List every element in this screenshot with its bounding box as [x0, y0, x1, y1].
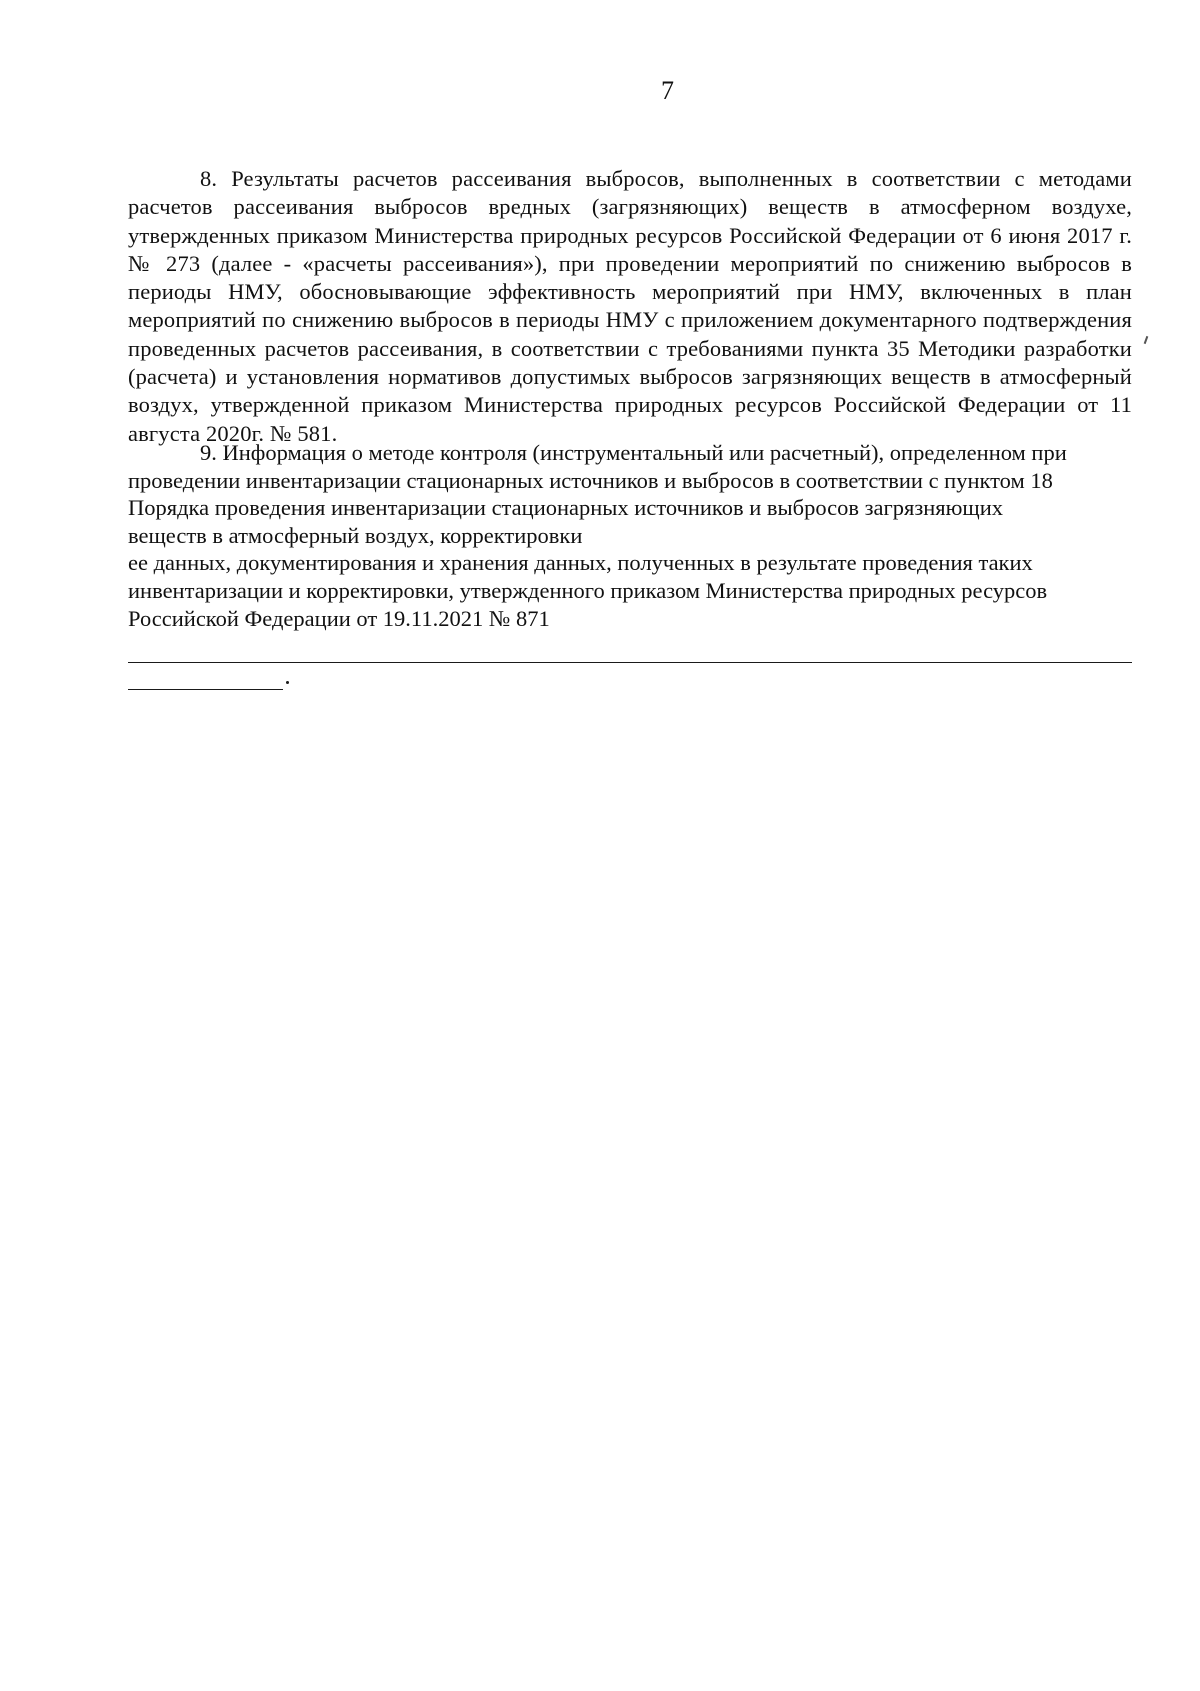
short-horizontal-rule [128, 689, 283, 690]
paragraph-9 [128, 439, 1138, 632]
paragraph-9-line: проведении инвентаризации стационарных источников и выбросов в соответствии с пунктом 18 [128, 467, 1053, 493]
horizontal-rule [128, 662, 1132, 663]
paragraph-9-line: Порядка проведения инвентаризации стационарных источников и выбросов загрязняющих [128, 495, 1004, 521]
paragraph-9-line: инвентаризации и корректировки, утвержденного приказом Министерства природных ресурсов [128, 577, 1048, 603]
rule-end-dot [286, 681, 289, 684]
paragraph-8: 8. Результаты расчетов рассеивания выбросов, выполненных в соответствии с методами расчетов рассеивания выбросов вредных (загрязняющих) веществ в атмосферном воздухе, утвержденных приказом Министерства природных ресурсов Российской Федерации от 6 июня 2017 г. № 273 (далее - «расчеты рассеивания»), при проведении мероприятий по снижению выбросов в периоды НМУ, обосновывающие эффективность мероприятий при НМУ, включенных в план мероприятий по снижению выбросов в периоды НМУ с приложением документарного подтверждения проведенных расчетов рассеивания, в соответствии с требованиями пункта 35 Методики разработки (расчета) и установления нормативов допустимых выбросов загрязняющих веществ в атмосферный воздух, утвержденной приказом Министерства природных ресурсов Российской Федерации от 11 августа 2020г. № 581. [128, 166, 1132, 446]
scan-mark [1144, 336, 1149, 344]
paragraph-9-line: веществ в атмосферный воздух, корректировки [128, 522, 583, 548]
page-number: 7 [661, 76, 674, 105]
paragraph-9-line: 9. Информация о методе контроля (инструментальный или расчетный), определенном при [200, 440, 1067, 465]
paragraph-9-line: ее данных, документирования и хранения данных, полученных в результате проведения таких [128, 550, 1033, 576]
paragraph-9-line: Российской Федерации от 19.11.2021 № 871 [128, 605, 550, 631]
